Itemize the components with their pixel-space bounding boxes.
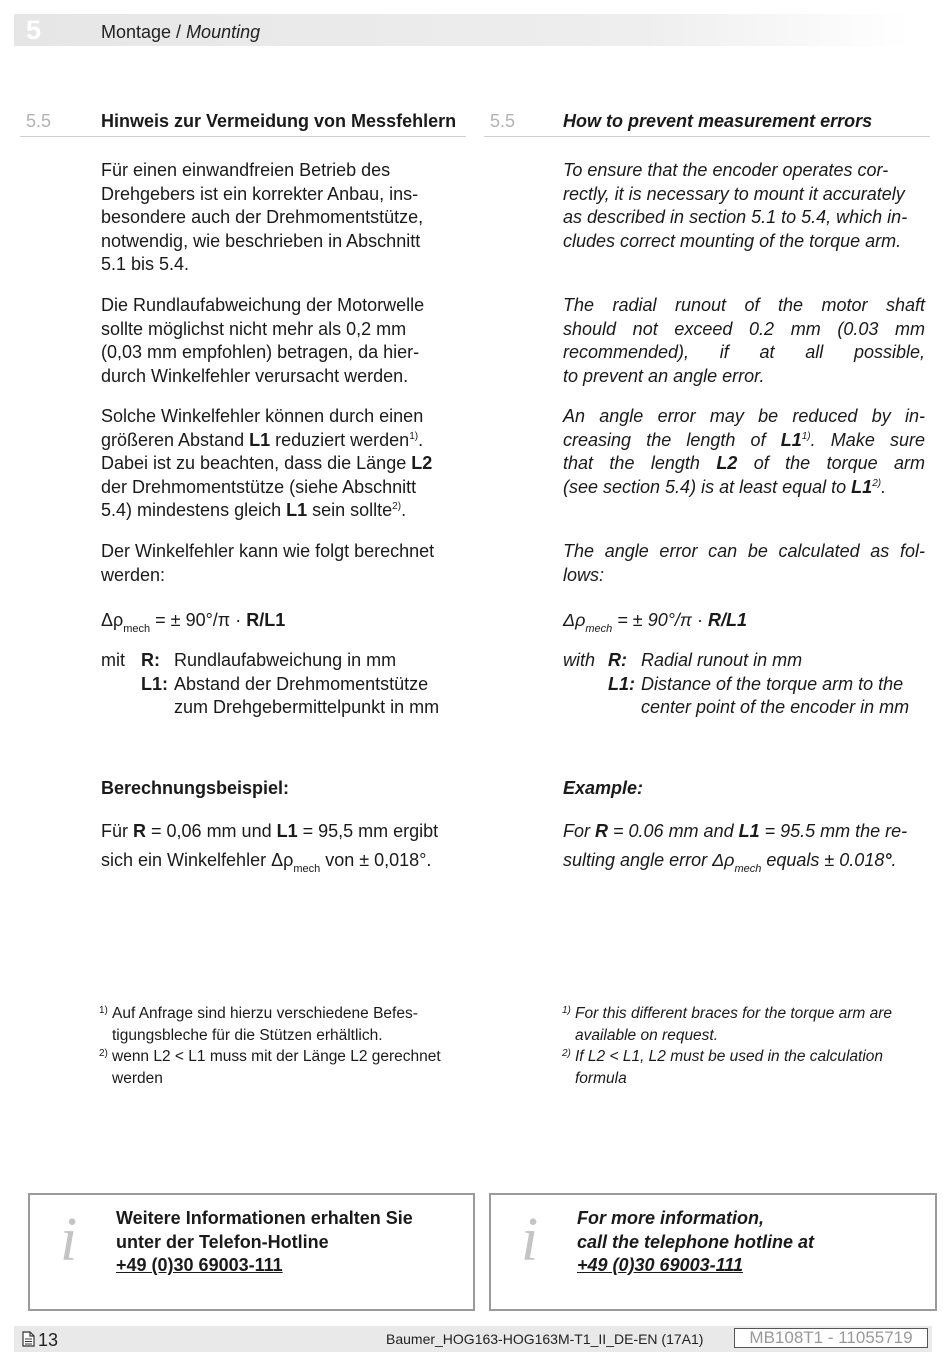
- chapter-number: 5: [26, 15, 42, 45]
- info-box-de: [28, 1193, 475, 1311]
- en-paragraph-2: The radial runout of the motor shaft should not exceed 0.2 mm (0.03 mm recommended), if at all possible, to prevent an angle error.: [563, 295, 925, 386]
- info-box-en: [489, 1193, 937, 1311]
- en-example: For R = 0.06 mm and L1 = 95.5 mm the re- sulting angle error $\Delta\rho_{mech}$ equals ± 0.018°.: [563, 821, 908, 875]
- page-number: 13: [38, 1330, 59, 1350]
- en-legend: with R: Radial runout in mm L1: Distance of the torque arm to the center point of the encoder in mm: [563, 650, 910, 718]
- en-paragraph-4: The angle error can be calculated as fol- lows:: [563, 541, 925, 585]
- section-rule-de: [20, 136, 466, 137]
- section-rule-en: [484, 136, 930, 137]
- en-paragraph-3: An angle error may be reduced by in- creasing the length of L1$^{1)}$. Make sure that the length L2 of the torque arm (see section 5.4) is at least equal to L1$^{2)}$.: [563, 406, 926, 497]
- hotline-phone-en[interactable]: +49 (0)30 69003-111: [577, 1255, 743, 1275]
- document-code: MB108T1 - 11055719: [734, 1328, 928, 1348]
- document-name: Baumer_HOG163-HOG163M-T1_II_DE-EN (17A1): [386, 1331, 704, 1347]
- en-formula: $\Delta\rho_{mech}$ = ± 90°/π · R/L1: [563, 610, 747, 635]
- en-example-title: Example:: [563, 778, 644, 798]
- hotline-phone-de[interactable]: +49 (0)30 69003-111: [116, 1255, 283, 1275]
- de-paragraph-1: Für einen einwandfreien Betrieb des Drehgebers ist ein korrekter Anbau, ins- besondere auch der Drehmomentstütze, notwendig, wie beschrieben in Abschnitt 5.1 bis 5.4.: [101, 160, 424, 275]
- chapter-title-de: Montage /: [101, 22, 187, 42]
- en-paragraph-1: To ensure that the encoder operates cor- rectly, it is necessary to mount it accurately as described in section 5.1 to 5.4, which in- cludes correct mounting of the torque arm.: [563, 160, 908, 251]
- section-number-de: 5.5: [26, 111, 52, 131]
- de-footnotes: 1) Auf Anfrage sind hierzu verschiedene Befes- tigungsbleche für die Stützen erhältlich. 2) wenn L2 < L1 muss mit der Länge L2 gerechnet werden: [99, 1005, 441, 1087]
- info-icon: i: [60, 1206, 78, 1274]
- de-formula: $\Delta\rho_{mech}$ = ± 90°/π · R/L1: [101, 610, 286, 635]
- section-title-de: Hinweis zur Vermeidung von Messfehlern: [101, 111, 457, 131]
- en-footnotes: 1) For this different braces for the torque arm are available on request. 2) If L2 < L1, L2 must be used in the calculation formula: [562, 1005, 893, 1087]
- chapter-title-en: Mounting: [186, 22, 261, 42]
- info-text-en: For more information, call the telephone hotline at +49 (0)30 69003-111: [577, 1207, 814, 1278]
- de-paragraph-2: Die Rundlaufabweichung der Motorwelle sollte möglichst nicht mehr als 0,2 mm (0,03 mm empfohlen) betragen, da hier- durch Winkelfehler verursacht werden.: [101, 295, 425, 386]
- section-number-en: 5.5: [490, 111, 516, 131]
- section-title-en: How to prevent measurement errors: [563, 111, 873, 131]
- de-paragraph-3: Solche Winkelfehler können durch einen größeren Abstand L1 reduziert werden$^{1)}$. Dabei ist zu beachten, dass die Länge L2 der Drehmomentstütze (siehe Abschnitt 5.4) mindestens gleich L1 sein sollte$^{2)}$.: [101, 406, 433, 521]
- de-example: Für R = 0,06 mm und L1 = 95,5 mm ergibt sich ein Winkelfehler $\Delta\rho_{mech}$ von ± 0,018°.: [101, 821, 439, 875]
- chapter-title: [101, 22, 260, 43]
- page-icon: [22, 1331, 35, 1347]
- de-example-title: Berechnungsbeispiel:: [101, 778, 290, 798]
- de-legend: mit R: Rundlaufabweichung in mm L1: Abstand der Drehmomentstütze zum Drehgebermittelpunkt in mm: [101, 650, 440, 718]
- info-text-de: Weitere Informationen erhalten Sie unter der Telefon-Hotline +49 (0)30 69003-111: [116, 1207, 413, 1278]
- info-icon: i: [521, 1206, 539, 1274]
- de-paragraph-4: Der Winkelfehler kann wie folgt berechnet werden:: [101, 541, 435, 585]
